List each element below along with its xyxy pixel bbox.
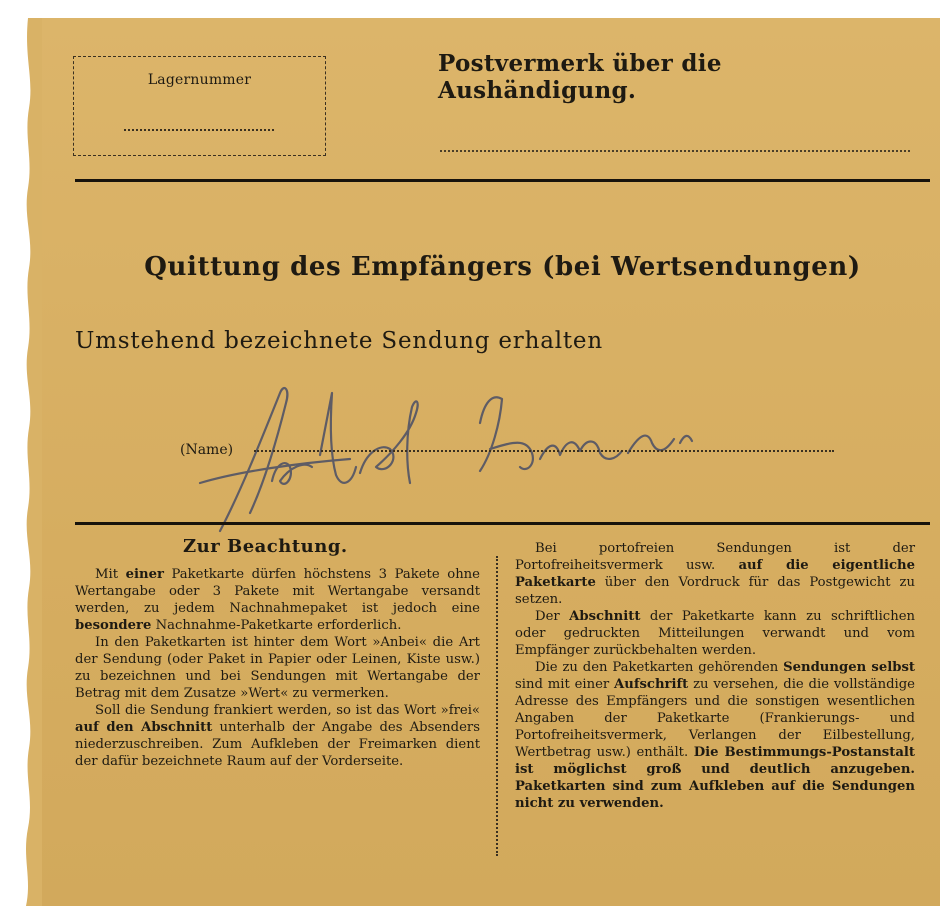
notice-text: Paketkarte dürfen höchstens 3 Pakete ohne Wertangabe oder 3 Pakete mit Wertangabe versandt werden, zu jedem Nachnahmepaket ist jedoch eine (75, 567, 480, 616)
delivery-note-line (440, 150, 910, 152)
notice-emphasis: einer (125, 567, 164, 582)
notice-text: Nachnahme-Paketkarte erforderlich. (151, 618, 402, 633)
receipt-text: Umstehend bezeichnete Sendung erhalten (75, 328, 603, 354)
notice-emphasis: Die Bestimmungs-Postanstalt ist möglichst groß und deutlich anzugeben. Paketkarten sind zum Aufkleben auf die Sendungen nicht zu verwenden. (515, 745, 915, 811)
notice-emphasis: auf den Abschnitt (75, 720, 213, 735)
notice-left-paragraphs (75, 566, 480, 770)
notice-text: der Paketkarte kann zu schriftlichen oder gedruckten Mitteilungen verwandt und vom Empfänger zurückbehalten werden. (515, 609, 915, 658)
notice-text: In den Paketkarten ist hinter dem Wort »Anbei« die Art der Sendung (oder Paket in Papier oder Leinen, Kiste usw.) zu bezeichnen und bei Sendungen mit Wertangabe der Betrag mit dem Zusatze »Wert« zu vermerken. (75, 635, 480, 701)
delivery-note-heading: Postvermerk über die Aushändigung. (438, 50, 722, 104)
notice-paragraph (75, 566, 480, 634)
notice-text: Mit (95, 567, 126, 582)
notice-text: sind mit einer (515, 677, 615, 692)
notice-emphasis: Aufschrift (614, 677, 689, 692)
notice-emphasis: besondere (75, 618, 152, 633)
storage-number-box (73, 56, 326, 156)
notice-paragraph (515, 608, 915, 659)
name-line (254, 450, 834, 452)
notice-emphasis: Sendungen selbst (783, 660, 915, 675)
divider-rule-top (75, 179, 930, 182)
column-divider (496, 556, 498, 856)
signature-scribble (180, 363, 800, 543)
notice-text: zu versehen, die die vollständige Adresse des Empfängers und die sonstigen wesentlichen Angaben der Paketkarte (Frankierungs- und Portofreiheitsvermerk, Verlangen der Eilbestellung, Wertbetrag usw.) enthält. (515, 677, 915, 760)
receipt-title: Quittung des Empfängers (bei Wertsendungen) (144, 252, 861, 282)
notice-left-column (75, 538, 480, 770)
perforated-edge (20, 18, 42, 906)
notice-text: unterhalb der Angabe des Absenders niederzuschreiben. Zum Aufkleben der Freimarken dient der dafür bezeichnete Raum auf der Vorderseite. (75, 720, 480, 769)
notice-text: Bei portofreien Sendungen ist der Portofreiheitsvermerk usw. (515, 541, 915, 573)
notice-right-paragraphs (515, 540, 915, 812)
notice-emphasis: Abschnitt (569, 609, 641, 624)
notice-text: über den Vordruck für das Postgewicht zu setzen. (515, 575, 915, 607)
divider-rule-bottom (75, 522, 930, 525)
notice-paragraph (75, 702, 480, 770)
notice-text: Der (535, 609, 570, 624)
notice-emphasis: auf die eigentliche Paketkarte (515, 558, 915, 590)
notice-right-column (515, 540, 915, 812)
notice-title: Zur Beachtung. (183, 536, 348, 557)
parcel-card-back (20, 18, 940, 906)
notice-text: Soll die Sendung frankiert werden, so ist das Wort »frei« (95, 703, 480, 718)
notice-paragraph (515, 659, 915, 812)
storage-number-line (124, 129, 274, 131)
storage-number-label: Lagernummer (147, 72, 252, 88)
notice-text: Die zu den Paketkarten gehörenden (535, 660, 784, 675)
name-label: (Name) (180, 442, 234, 458)
notice-paragraph (75, 634, 480, 702)
notice-paragraph (515, 540, 915, 608)
